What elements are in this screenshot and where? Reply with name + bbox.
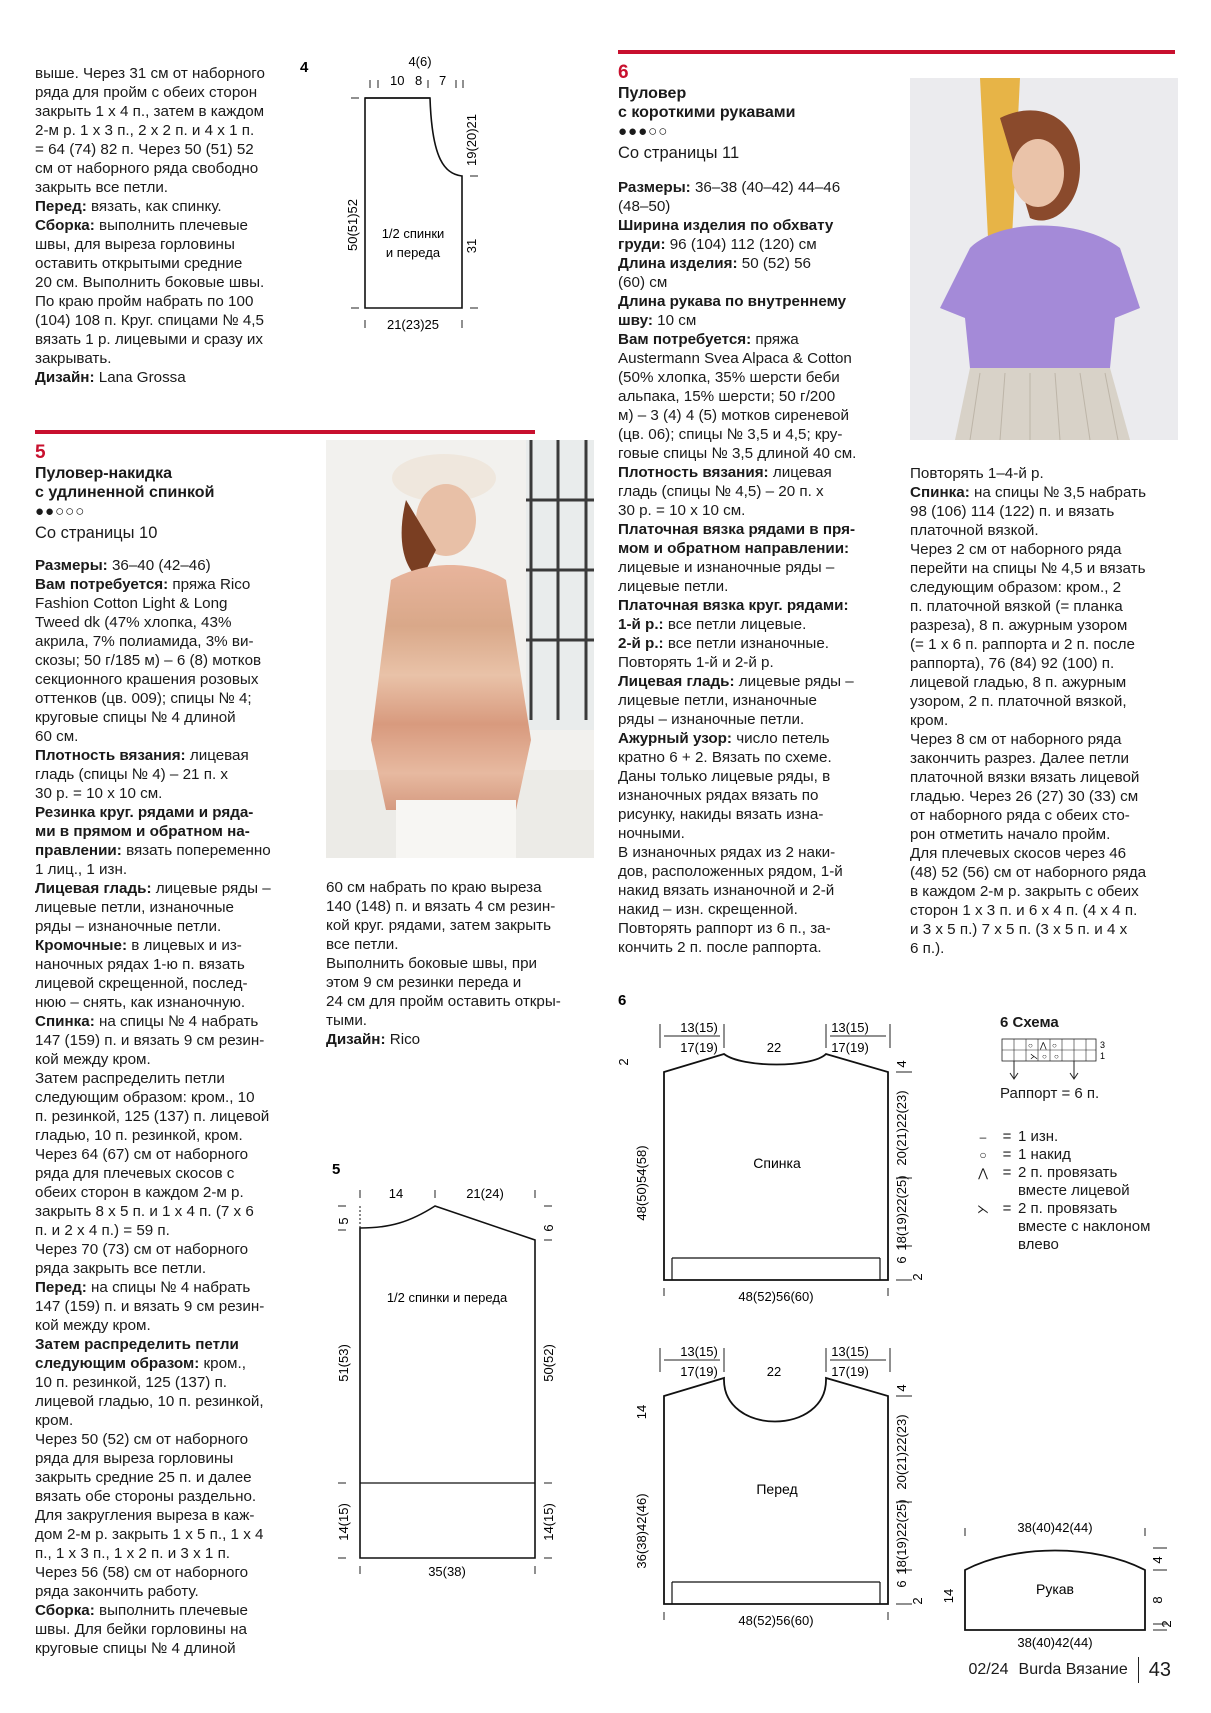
legend-equals: =	[1002, 1146, 1012, 1163]
legend-text: 1 накид	[1018, 1146, 1071, 1163]
legend-symbol: ⋀	[978, 1166, 988, 1180]
section-6-number: 6	[618, 62, 629, 83]
text-line: Fashion Cotton Light & Long	[35, 595, 228, 612]
text-line: рон отметить начало пройм.	[910, 826, 1111, 843]
text-line: 147 (159) п. и вязать 9 см резин-	[35, 1298, 265, 1315]
text-line: гладь (спицы № 4) – 21 п. х	[35, 766, 228, 783]
svg-text:7: 7	[439, 73, 447, 88]
text-line: (= 1 х 6 п. раппорта и 2 п. после	[910, 636, 1135, 653]
text-line: ряда закрыть все петли.	[35, 1260, 207, 1277]
text-line: закончить разрез. Далее петли	[910, 750, 1130, 767]
section-5-rule	[35, 430, 535, 434]
text-line: наночных рядах 1-ю п. вязать	[35, 956, 245, 973]
text-line: следующим образом: кром., 10	[35, 1089, 255, 1106]
text-line: перейти на спицы № 4,5 и вязать	[910, 560, 1146, 577]
svg-text:13(15): 13(15)	[680, 1020, 718, 1035]
col4-section6-text	[910, 464, 1175, 958]
photo-section-5	[326, 440, 594, 858]
text-line: Выполнить боковые швы, при	[326, 955, 538, 972]
text-line: Вам потребуется: пряжа Rico	[35, 576, 251, 593]
sleeve-label: Рукав	[1036, 1581, 1074, 1597]
svg-text:3: 3	[1100, 1040, 1106, 1050]
text-line: 24 см для пройм оставить откры-	[326, 993, 561, 1010]
text-line: следующим образом: кром.,	[35, 1355, 246, 1372]
text-line: ряда для пройм с обеих сторон	[35, 84, 258, 101]
text-line: 1-й р.: все петли лицевые.	[618, 616, 807, 633]
text-line: п., 1 х 3 п., 1 х 2 п. и 3 х 1 п.	[35, 1545, 231, 1562]
text-line: 98 (106) 114 (122) п. и вязать	[910, 503, 1115, 520]
text-line: Ажурный узор: число петель	[618, 730, 830, 747]
svg-text:1/2 спинки и переда: 1/2 спинки и переда	[386, 1290, 508, 1305]
text-line: ряда закончить работу.	[35, 1583, 199, 1600]
svg-text:6: 6	[541, 1224, 556, 1232]
svg-text:8: 8	[1150, 1596, 1165, 1604]
text-line: Повторять 1-й и 2-й р.	[618, 654, 774, 671]
text-line: тыми.	[326, 1012, 368, 1029]
diagram-5	[330, 1158, 560, 1588]
schema-title: 6 Схема	[1000, 1014, 1059, 1031]
svg-text:⋋: ⋋	[1030, 1052, 1038, 1061]
text-line: Сборка: выполнить плечевые	[35, 1602, 248, 1619]
text-line: узором, 2 п. платочной вязкой,	[910, 693, 1127, 710]
legend-row	[970, 1182, 1180, 1200]
text-line: Затем распределить петли	[35, 1070, 225, 1087]
text-line: скозы; 50 г/185 м) – 6 (8) мотков	[35, 652, 262, 669]
text-line: лицевые и изнаночные ряды –	[618, 559, 835, 576]
text-line: швы. Для бейки горловины на	[35, 1621, 247, 1638]
svg-text:36(38)42(46): 36(38)42(46)	[634, 1493, 649, 1569]
text-line: Сборка: выполнить плечевые	[35, 217, 248, 234]
legend-text: 2 п. провязать	[1018, 1200, 1118, 1217]
text-line: гладь (спицы № 4,5) – 20 п. х	[618, 483, 824, 500]
text-line: 60 см.	[35, 728, 79, 745]
text-line: Размеры: 36–38 (40–42) 44–46	[618, 179, 841, 196]
text-line: сторон 1 х 3 п. и 6 х 4 п. (4 х 4 п.	[910, 902, 1138, 919]
text-line: 30 р. = 10 х 10 см.	[618, 502, 746, 519]
legend-text: вместе лицевой	[1018, 1182, 1130, 1199]
text-line: накид вязать изнаночной и 2-й	[618, 882, 835, 899]
photo-section-6	[910, 78, 1178, 440]
text-line: дов, расположенных рядом, 1-й	[618, 863, 843, 880]
text-line: гладью, 10 п. резинкой, кром.	[35, 1127, 243, 1144]
text-line: обеих сторон в каждом 2-м р.	[35, 1184, 244, 1201]
text-line: Платочная вязка рядами в пря-	[618, 521, 856, 538]
svg-text:4: 4	[1150, 1556, 1165, 1564]
legend-symbol: ⋋	[977, 1202, 989, 1216]
legend-text: 1 изн.	[1018, 1128, 1059, 1145]
text-line: см от наборного ряда свободно	[35, 160, 259, 177]
svg-text:51(53): 51(53)	[336, 1344, 351, 1382]
text-line: кончить 2 п. после раппорта.	[618, 939, 822, 956]
svg-text:14(15): 14(15)	[541, 1503, 556, 1541]
text-line: Для плечевых скосов через 46	[910, 845, 1127, 862]
legend-symbol: –	[979, 1130, 987, 1144]
footer-separator	[1138, 1657, 1139, 1683]
text-line: платочной вязки вязать лицевой	[910, 769, 1140, 786]
text-line: закрыть все петли.	[35, 179, 169, 196]
text-line: 10 п. резинкой, 125 (137) п.	[35, 1374, 228, 1391]
text-line: следующим образом: кром., 2	[910, 579, 1122, 596]
text-line: Через 50 (52) см от наборного	[35, 1431, 249, 1448]
svg-text:20(21)22(23): 20(21)22(23)	[894, 1090, 909, 1166]
diagram-5-number: 5	[332, 1161, 341, 1178]
svg-text:13(15): 13(15)	[680, 1344, 718, 1359]
section-6-title-line2: с короткими рукавами	[618, 104, 796, 121]
text-line: 60 см набрать по краю выреза	[326, 879, 542, 896]
text-line: Спинка: на спицы № 4 набрать	[35, 1013, 259, 1030]
text-line: закрыть 8 х 5 п. и 1 х 4 п. (7 х 6	[35, 1203, 254, 1220]
svg-text:14: 14	[941, 1588, 956, 1604]
svg-text:17(19): 17(19)	[831, 1040, 869, 1055]
text-line: нюю – снять, как изнаночную.	[35, 994, 246, 1011]
svg-text:48(52)56(60): 48(52)56(60)	[738, 1289, 814, 1304]
text-line: (50% хлопка, 35% шерсти беби	[618, 369, 840, 386]
svg-text:и переда: и переда	[385, 245, 441, 260]
text-line: Длина рукава по внутреннему	[618, 293, 847, 310]
text-line: 2-й р.: все петли изнаночные.	[618, 635, 830, 652]
text-line: ряды – изнаночные петли.	[618, 711, 805, 728]
svg-text:○: ○	[1054, 1052, 1059, 1061]
text-line: Tweed dk (47% хлопка, 43%	[35, 614, 232, 631]
text-line: ряды – изнаночные петли.	[35, 918, 222, 935]
sleeve-diagram	[935, 1520, 1175, 1650]
svg-text:22: 22	[766, 1040, 782, 1055]
text-line: кром.	[910, 712, 949, 729]
legend-row	[970, 1146, 1180, 1164]
text-line: 147 (159) п. и вязать 9 см резин-	[35, 1032, 265, 1049]
svg-text:14: 14	[634, 1404, 649, 1420]
text-line: Даны только лицевые ряды, в	[618, 768, 831, 785]
legend-equals: =	[1002, 1164, 1012, 1181]
text-line: п. и 2 х 4 п.) = 59 п.	[35, 1222, 170, 1239]
text-line: шву: 10 см	[618, 312, 697, 329]
legend-equals	[996, 1182, 1018, 1200]
col1-top-text	[35, 64, 305, 387]
text-line: швы, для выреза горловины	[35, 236, 235, 253]
legend-text: вместе с наклоном	[1018, 1218, 1151, 1235]
text-line: Лицевая гладь: лицевые ряды –	[618, 673, 854, 690]
text-line: ряда для выреза горловины	[35, 1450, 234, 1467]
svg-text:8: 8	[415, 73, 423, 88]
text-line: (48) 52 (56) см от наборного ряда	[910, 864, 1147, 881]
text-line: говые спицы № 3,5 длиной 40 см.	[618, 445, 857, 462]
text-line: закрыть 1 х 4 п., затем в каждом	[35, 103, 265, 120]
text-line: кой круг. рядами, затем закрыть	[326, 917, 552, 934]
legend-equals: =	[1002, 1128, 1012, 1145]
text-line: Спинка: на спицы № 3,5 набрать	[910, 484, 1146, 501]
text-line: правлении: вязать попеременно	[35, 842, 271, 859]
section-5-title-line1: Пуловер-накидка	[35, 465, 173, 482]
svg-text:38(40)42(44): 38(40)42(44)	[1017, 1520, 1093, 1535]
text-line: лицевой скрещенной, послед-	[35, 975, 248, 992]
text-line: Для закругления выреза в каж-	[35, 1507, 255, 1524]
svg-text:6: 6	[894, 1256, 909, 1264]
text-line: Длина изделия: 50 (52) 56	[618, 255, 811, 272]
text-line: = 64 (74) 82 п. Через 50 (51) 52	[35, 141, 254, 158]
text-line: (48–50)	[618, 198, 671, 215]
text-line: этом 9 см резинки переда и	[326, 974, 522, 991]
legend-symbol	[970, 1182, 996, 1200]
text-line: Резинка круг. рядами и ряда-	[35, 804, 254, 821]
text-line: 6 п.).	[910, 940, 945, 957]
text-line: Через 56 (58) см от наборного	[35, 1564, 249, 1581]
text-line: кратно 6 + 2. Вязать по схеме.	[618, 749, 832, 766]
text-line: лицевой гладью, 10 п. резинкой,	[35, 1393, 264, 1410]
text-line: гладью. Через 26 (27) 30 (33) см	[910, 788, 1139, 805]
text-line: Через 8 см от наборного ряда	[910, 731, 1122, 748]
text-line: в каждом 2-м р. закрыть с обеих	[910, 883, 1139, 900]
svg-text:17(19): 17(19)	[831, 1364, 869, 1379]
svg-text:2: 2	[1159, 1620, 1174, 1628]
legend-text: влево	[1018, 1236, 1059, 1253]
text-line: (60) см	[618, 274, 668, 291]
text-line: (104) 108 п. Круг. спицами № 4,5	[35, 312, 264, 329]
section-6-header	[618, 62, 903, 166]
legend-equals: =	[1002, 1200, 1012, 1217]
legend-row	[970, 1164, 1180, 1182]
text-line: мом и обратном направлении:	[618, 540, 850, 557]
svg-text:22: 22	[766, 1364, 782, 1379]
text-line: Austermann Svea Alpaca & Cotton	[618, 350, 852, 367]
text-line: оттенков (цв. 009); спицы № 4;	[35, 690, 252, 707]
text-line: Размеры: 36–40 (42–46)	[35, 557, 211, 574]
text-line: Ширина изделия по обхвату	[618, 217, 834, 234]
svg-text:38(40)42(44): 38(40)42(44)	[1017, 1635, 1093, 1650]
text-line: м) – 3 (4) 4 (5) мотков сиреневой	[618, 407, 849, 424]
svg-text:35(38): 35(38)	[428, 1564, 466, 1579]
legend-symbol	[970, 1218, 996, 1236]
text-line: Лицевая гладь: лицевые ряды –	[35, 880, 271, 897]
svg-text:18(19)22(25): 18(19)22(25)	[894, 1499, 909, 1575]
svg-text:○: ○	[1028, 1041, 1033, 1050]
text-line: акрила, 7% полиамида, 3% ви-	[35, 633, 254, 650]
svg-text:31: 31	[464, 238, 479, 254]
svg-text:18(19)22(25): 18(19)22(25)	[894, 1175, 909, 1251]
svg-text:1: 1	[1100, 1051, 1106, 1061]
text-line: кром.	[35, 1412, 74, 1429]
svg-text:○: ○	[1042, 1052, 1047, 1061]
text-line: платочной вязкой.	[910, 522, 1039, 539]
text-line: Через 70 (73) см от наборного	[35, 1241, 249, 1258]
section-5-header	[35, 442, 305, 546]
svg-text:19(20)21: 19(20)21	[464, 113, 479, 167]
text-line: раппорта), 76 (84) 92 (100) п.	[910, 655, 1115, 672]
text-line: Платочная вязка круг. рядами:	[618, 597, 849, 614]
text-line: накид – изн. скрещенной.	[618, 901, 798, 918]
text-line: По краю пройм набрать по 100	[35, 293, 254, 310]
svg-text:20(21)22(23): 20(21)22(23)	[894, 1414, 909, 1490]
text-line: Дизайн: Lana Grossa	[35, 369, 186, 386]
text-line: ночными.	[618, 825, 685, 842]
schema-6	[977, 1014, 1180, 1254]
text-line: (цв. 06); спицы № 3,5 и 4,5; кру-	[618, 426, 843, 443]
schema-rapport: Раппорт = 6 п.	[1000, 1085, 1100, 1102]
difficulty-rating: ●●○○○	[35, 503, 86, 520]
section-6-title-line1: Пуловер	[618, 85, 687, 102]
text-line: Плотность вязания: лицевая	[35, 747, 249, 764]
text-line: Вам потребуется: пряжа	[618, 331, 799, 348]
text-line: круговые спицы № 4 длиной	[35, 1640, 236, 1657]
front-label: Перед	[756, 1481, 798, 1497]
diagram-4	[300, 50, 530, 350]
svg-text:6: 6	[894, 1580, 909, 1588]
svg-text:21(24): 21(24)	[466, 1186, 504, 1201]
text-line: кой между кром.	[35, 1051, 151, 1068]
legend-symbol	[970, 1236, 996, 1254]
text-line: оставить открытыми средние	[35, 255, 243, 272]
text-line: дом 2-м р. закрыть 1 х 5 п., 1 х 4	[35, 1526, 264, 1543]
text-line: рисунку, накиды вязать изна-	[618, 806, 824, 823]
text-line: лицевые петли, изнаночные	[618, 692, 817, 709]
col2-section5-text	[326, 878, 596, 1049]
text-line: круговые спицы № 4 длиной	[35, 709, 236, 726]
legend-row	[970, 1128, 1180, 1146]
text-line: п. платочной вязкой (= планка	[910, 598, 1123, 615]
legend-equals	[996, 1236, 1018, 1254]
text-line: Повторять 1–4-й р.	[910, 465, 1044, 482]
text-line: лицевые петли, изнаночные	[35, 899, 234, 916]
difficulty-rating: ●●●○○	[618, 123, 669, 140]
text-line: лицевые петли.	[618, 578, 729, 595]
text-line: выше. Через 31 см от наборного	[35, 65, 265, 82]
svg-text:21(23)25: 21(23)25	[386, 317, 440, 332]
text-line: и 3 х 5 п.) 7 х 5 п. (3 х 5 п. и 4 х	[910, 921, 1128, 938]
text-line: Дизайн: Rico	[326, 1031, 421, 1048]
svg-text:13(15): 13(15)	[831, 1020, 869, 1035]
text-line: В изнаночных рядах из 2 наки-	[618, 844, 836, 861]
diagram-6	[612, 988, 932, 1658]
text-line: груди: 96 (104) 112 (120) см	[618, 236, 817, 253]
text-line: вязать обе стороны раздельно.	[35, 1488, 257, 1505]
issue-number: 02/24	[968, 1661, 1009, 1678]
text-line: лицевой гладью, 8 п. ажурным	[910, 674, 1127, 691]
svg-text:2: 2	[910, 1597, 925, 1605]
svg-text:48(50)54(58): 48(50)54(58)	[634, 1145, 649, 1221]
schema-legend	[970, 1128, 1180, 1254]
legend-row	[970, 1236, 1180, 1254]
diagram-6-number: 6	[618, 992, 627, 1009]
svg-text:17(19): 17(19)	[680, 1364, 718, 1379]
text-line: изнаночных рядах вязать по	[618, 787, 819, 804]
svg-text:10: 10	[390, 73, 405, 88]
col1-section5-text	[35, 556, 305, 1658]
legend-row	[970, 1200, 1180, 1218]
svg-text:48(52)56(60): 48(52)56(60)	[738, 1613, 814, 1628]
svg-text:50(52): 50(52)	[541, 1344, 556, 1382]
text-line: 140 (148) п. и вязать 4 см резин-	[326, 898, 556, 915]
svg-text:17(19): 17(19)	[680, 1040, 718, 1055]
page-number: 43	[1148, 1658, 1171, 1681]
text-line: 1 лиц., 1 изн.	[35, 861, 128, 878]
svg-text:○: ○	[1052, 1041, 1057, 1050]
section-5-title-line2: с удлиненной спинкой	[35, 484, 215, 501]
text-line: Плотность вязания: лицевая	[618, 464, 832, 481]
section-5-number: 5	[35, 442, 46, 463]
text-line: кой между кром.	[35, 1317, 151, 1334]
svg-text:2: 2	[616, 1058, 631, 1066]
text-line: секционного крашения розовых	[35, 671, 259, 688]
back-label: Спинка	[753, 1155, 801, 1171]
diagram-4-number: 4	[300, 59, 309, 76]
legend-row	[970, 1218, 1180, 1236]
svg-text:14: 14	[388, 1186, 404, 1201]
svg-text:4(6): 4(6)	[408, 54, 432, 69]
text-line: п. резинкой, 125 (137) п. лицевой	[35, 1108, 270, 1125]
text-line: Кромочные: в лицевых и из-	[35, 937, 242, 954]
section-5-from-page: Со страницы 10	[35, 524, 158, 542]
svg-text:14(15): 14(15)	[336, 1503, 351, 1541]
svg-text:4: 4	[894, 1060, 909, 1068]
svg-text:4: 4	[894, 1384, 909, 1392]
text-line: 20 см. Выполнить боковые швы.	[35, 274, 265, 291]
text-line: ряда для плечевых скосов с	[35, 1165, 235, 1182]
text-line: закрыть средние 25 п. и далее	[35, 1469, 252, 1486]
text-line: Перед: вязать, как спинку.	[35, 198, 222, 215]
magazine-name: Burda Вязание	[1018, 1661, 1128, 1678]
legend-text: 2 п. провязать	[1018, 1164, 1118, 1181]
text-line: Через 64 (67) см от наборного	[35, 1146, 249, 1163]
svg-text:⋀: ⋀	[1040, 1041, 1047, 1050]
svg-text:50(51)52: 50(51)52	[345, 198, 360, 252]
text-line: Перед: на спицы № 4 набрать	[35, 1279, 251, 1296]
legend-symbol: ○	[979, 1148, 987, 1162]
svg-text:1/2 спинки: 1/2 спинки	[381, 226, 445, 241]
text-line: все петли.	[326, 936, 399, 953]
text-line: вязать 1 р. лицевыми и сразу их	[35, 331, 263, 348]
text-line: закрывать.	[35, 350, 112, 367]
text-line: 2-м р. 1 х 3 п., 2 х 2 п. и 4 х 1 п.	[35, 122, 255, 139]
text-line: Через 2 см от наборного ряда	[910, 541, 1122, 558]
text-line: разреза), 8 п. ажурным узором	[910, 617, 1128, 634]
svg-text:13(15): 13(15)	[831, 1344, 869, 1359]
text-line: Затем распределить петли	[35, 1336, 239, 1353]
text-line: 30 р. = 10 х 10 см.	[35, 785, 163, 802]
legend-equals	[996, 1218, 1018, 1236]
text-line: ми в прямом и обратном на-	[35, 823, 250, 840]
section-6-rule	[618, 50, 1175, 54]
text-line: от наборного ряда с обеих сто-	[910, 807, 1130, 824]
svg-text:2: 2	[910, 1273, 925, 1281]
text-line: Повторять раппорт из 6 п., за-	[618, 920, 831, 937]
text-line: альпака, 15% шерсти; 50 г/200	[618, 388, 836, 405]
col3-section6-text	[618, 178, 903, 957]
page-footer	[969, 1657, 1172, 1683]
svg-text:5: 5	[336, 1217, 351, 1225]
section-6-from-page: Со страницы 11	[618, 144, 740, 162]
